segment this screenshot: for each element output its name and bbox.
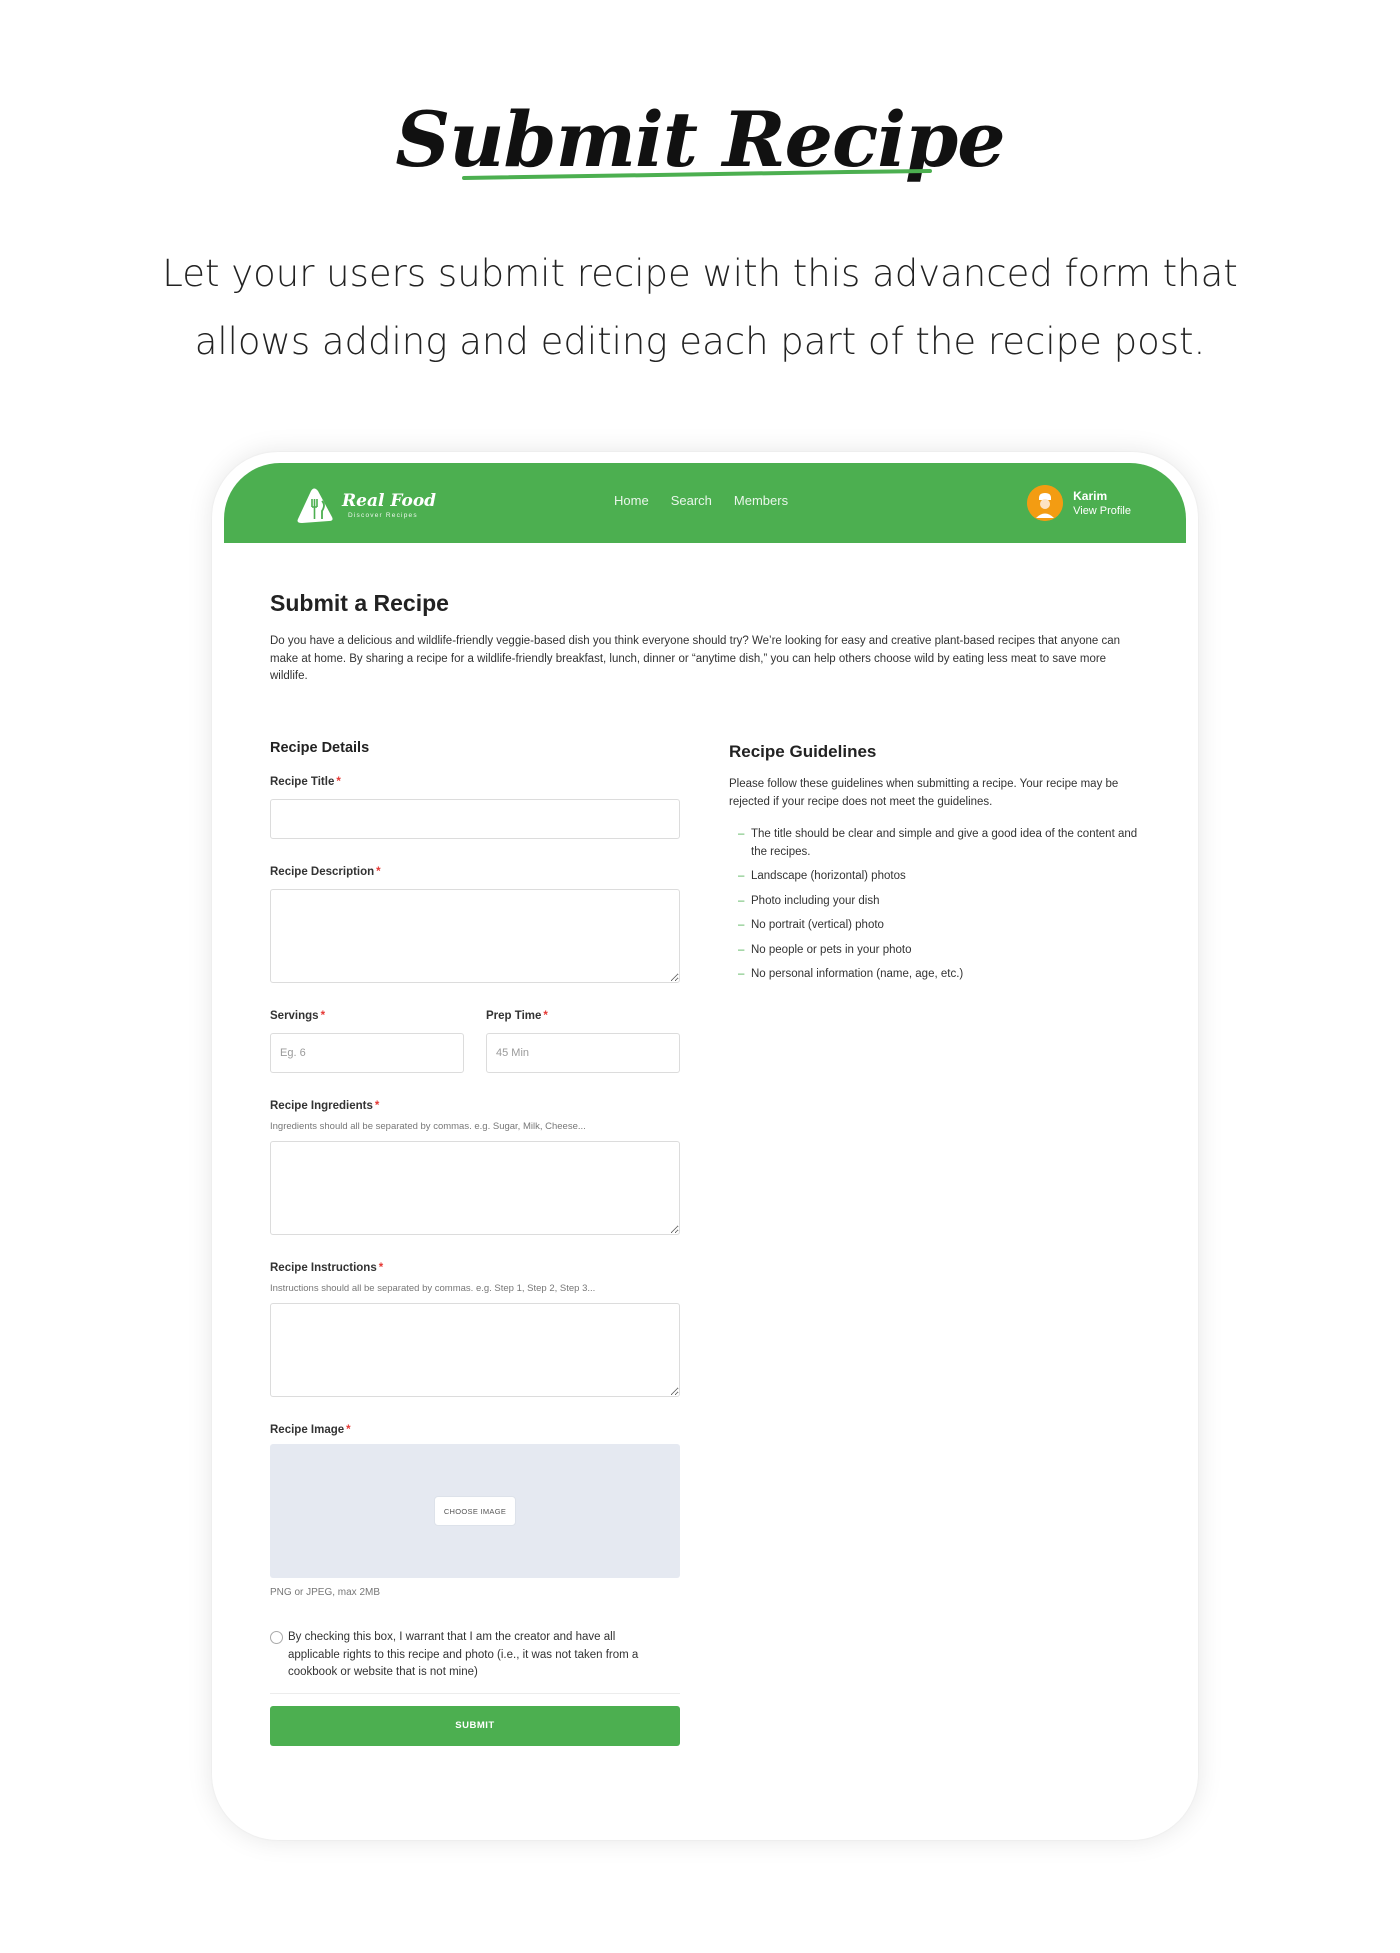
recipe-title-label-text: Recipe Title	[270, 776, 335, 788]
ingredients-label	[270, 1100, 680, 1112]
ingredients-label-text: Recipe Ingredients	[270, 1100, 373, 1112]
recipe-image-label-text: Recipe Image	[270, 1424, 345, 1436]
recipe-description-group	[270, 866, 680, 983]
brand-name: Real Food	[342, 490, 437, 511]
required-mark: *	[336, 776, 341, 788]
recipe-details-heading: Recipe Details	[270, 740, 370, 756]
rights-agreement-checkbox[interactable]	[270, 1631, 283, 1644]
guideline-item	[729, 917, 1149, 935]
bullet-dash: –	[738, 828, 745, 840]
recipe-title-input[interactable]	[270, 799, 680, 839]
nav-link-members[interactable]: Members	[733, 493, 789, 508]
nav-link-search[interactable]: Search	[670, 493, 712, 508]
image-dropzone[interactable]	[270, 1444, 680, 1578]
hero-subtitle-line-1: Let your users submit recipe with this advanced form that	[162, 252, 1238, 295]
prep-time-input[interactable]	[486, 1033, 680, 1073]
guideline-item	[729, 826, 1149, 861]
guidelines-panel	[729, 742, 1149, 991]
instructions-label	[270, 1262, 680, 1274]
required-mark: *	[543, 1010, 548, 1022]
recipe-title-group	[270, 776, 680, 839]
user-meta	[1073, 489, 1131, 518]
required-mark: *	[320, 1010, 326, 1022]
servings-prep-row	[270, 1010, 680, 1073]
guidelines-intro: Please follow these guidelines when submitting a recipe. Your recipe may be rejected if your recipe does not meet the guidelines.	[729, 778, 1119, 808]
main-nav	[614, 493, 788, 508]
bullet-dash: –	[738, 894, 745, 907]
servings-label	[270, 1010, 464, 1022]
guidelines-heading: Recipe Guidelines	[729, 742, 877, 761]
servings-input[interactable]	[270, 1033, 464, 1073]
ingredients-group	[270, 1100, 680, 1235]
guideline-text: Photo including your dish	[751, 894, 880, 907]
servings-group	[270, 1010, 464, 1073]
recipe-image-group	[270, 1424, 680, 1598]
user-menu[interactable]	[1027, 485, 1131, 521]
guideline-text: The title should be clear and simple and give a good idea of the content and the recipes.	[751, 828, 1138, 858]
hero-subtitle	[150, 240, 1250, 376]
guideline-text: No portrait (vertical) photo	[751, 919, 884, 931]
guideline-item	[729, 942, 1149, 960]
chef-avatar-icon[interactable]	[1027, 485, 1063, 521]
guideline-item	[729, 893, 1149, 911]
hero-title: Submit Recipe	[395, 95, 1005, 184]
prep-time-label-text: Prep Time	[486, 1010, 542, 1022]
view-profile-link[interactable]: View Profile	[1073, 504, 1131, 517]
logo-text	[342, 492, 436, 519]
bullet-dash: –	[738, 968, 745, 980]
instructions-textarea[interactable]	[270, 1303, 680, 1397]
choose-image-button[interactable]: CHOOSE IMAGE	[434, 1496, 516, 1526]
image-file-hint: PNG or JPEG, max 2MB	[270, 1587, 381, 1598]
ingredients-hint: Ingredients should all be separated by commas. e.g. Sugar, Milk, Cheese...	[270, 1121, 586, 1132]
hero-underline	[462, 168, 932, 182]
form-divider	[270, 1693, 680, 1694]
required-mark: *	[374, 1100, 380, 1112]
recipe-description-textarea[interactable]	[270, 889, 680, 983]
page-title: Submit a Recipe	[270, 590, 449, 616]
prep-time-group	[486, 1010, 680, 1073]
guideline-text: Landscape (horizontal) photos	[751, 870, 906, 882]
recipe-title-label	[270, 776, 680, 788]
nav-link-home[interactable]: Home	[614, 493, 649, 508]
bullet-dash: –	[738, 943, 745, 956]
page-header	[270, 590, 1150, 686]
servings-label-text: Servings	[270, 1010, 319, 1022]
instructions-group	[270, 1262, 680, 1397]
recipe-description-label-text: Recipe Description	[270, 866, 375, 878]
page-intro: Do you have a delicious and wildlife-friendly veggie-based dish you think everyone should try? We’re looking for easy and creative plant-based recipes that anyone can make at home. By sharing a recipe for a wildlife-friendly breakfast, lunch, dinner or “anytime dish,” you can help others choose wild by eating less meat to save more wildlife.	[270, 635, 1121, 682]
instructions-label-text: Recipe Instructions	[270, 1262, 377, 1274]
required-mark: *	[346, 1424, 351, 1436]
guideline-text: No people or pets in your photo	[751, 943, 912, 956]
brand-logo[interactable]	[292, 483, 436, 527]
instructions-hint: Instructions should all be separated by commas. e.g. Step 1, Step 2, Step 3...	[270, 1283, 596, 1294]
recipe-description-label	[270, 866, 680, 878]
submit-button[interactable]: SUBMIT	[270, 1706, 680, 1746]
brand-tagline: Discover Recipes	[348, 511, 418, 519]
navbar	[224, 463, 1186, 543]
required-mark: *	[378, 1262, 384, 1274]
ingredients-textarea[interactable]	[270, 1141, 680, 1235]
guideline-text: No personal information (name, age, etc.)	[751, 968, 964, 980]
recipe-form	[270, 740, 680, 1746]
bullet-dash: –	[738, 919, 745, 931]
logo-mark-icon	[292, 483, 336, 527]
bullet-dash: –	[738, 870, 745, 882]
user-name: Karim	[1073, 488, 1108, 503]
hero-subtitle-line-2: allows adding and editing each part of the recipe post.	[194, 320, 1206, 363]
guidelines-list	[729, 826, 1149, 984]
recipe-image-label	[270, 1424, 680, 1436]
rights-agreement	[270, 1629, 680, 1682]
guideline-item	[729, 868, 1149, 886]
prep-time-label	[486, 1010, 680, 1022]
guideline-item	[729, 966, 1149, 984]
required-mark: *	[376, 866, 381, 878]
rights-agreement-text: By checking this box, I warrant that I am the creator and have all applicable rights to this recipe and photo (i.e., it was not taken from a cookbook or website that is not mine)	[288, 1631, 639, 1678]
